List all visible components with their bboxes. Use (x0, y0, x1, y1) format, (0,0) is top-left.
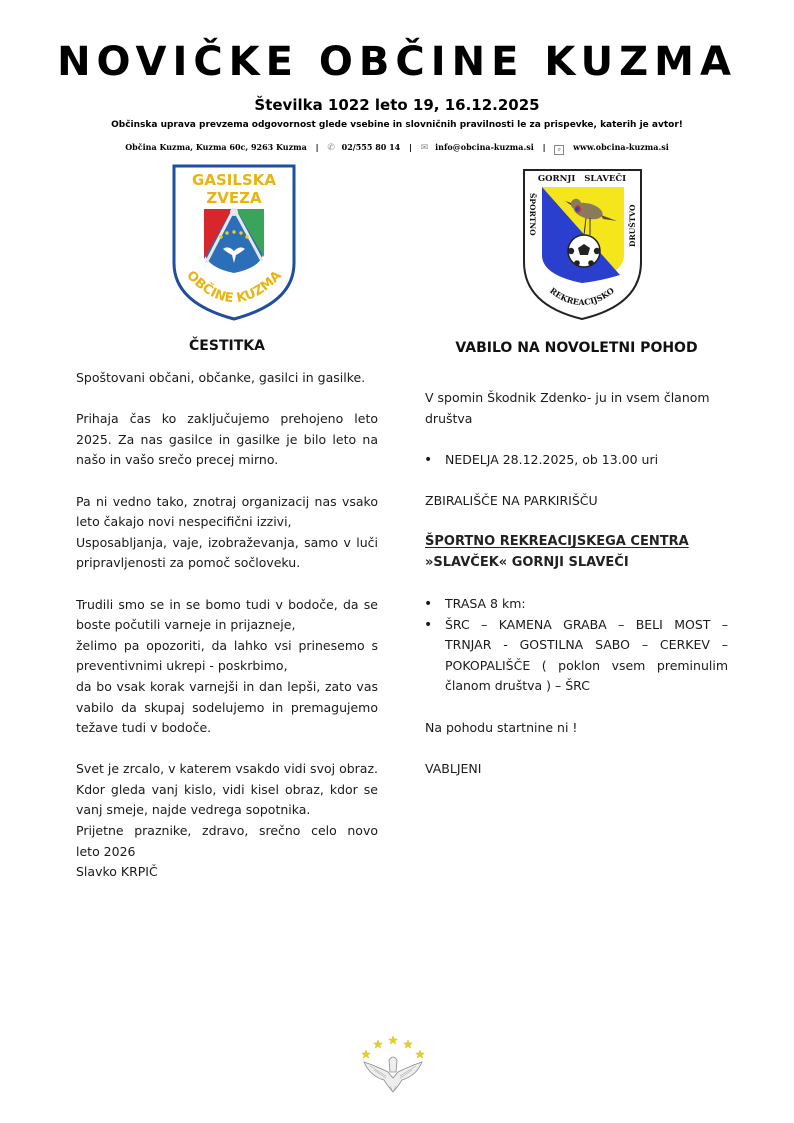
football-patch-bottom-left (574, 260, 580, 266)
email-icon: ✉ (420, 143, 429, 153)
text-line: Kdor gleda vanj kislo, vidi kisel obraz, kdor se (76, 781, 378, 797)
website-link[interactable]: www.obcina-kuzma.si (573, 142, 669, 152)
list-item (425, 594, 728, 615)
logo-text-obcine-kuzma-path: OBČINE KUZMA (183, 268, 285, 307)
srd-gornji-slaveci-logo (520, 167, 645, 322)
separator: | (542, 143, 546, 152)
venue (425, 532, 728, 573)
masthead (0, 34, 794, 155)
email-link[interactable]: info@obcina-kuzma.si (435, 142, 534, 152)
dove-shape (364, 1057, 422, 1092)
text-line: boste počutili varneje in prijazneje, (76, 617, 296, 633)
logo-text-drustvo: DRUŠTVO (628, 204, 637, 247)
stars-icon (362, 1036, 425, 1058)
text-line: Prijetne praznike, zdravo, srečno celo novo (76, 823, 378, 839)
note: Na pohodu startnine ni ! (425, 719, 578, 735)
text-line: Usposabljanja, vaje, izobraževanja, samo v luči (76, 534, 378, 550)
article-heading-cestitka: ČESTITKA (189, 338, 265, 354)
phone-number: 02/555 80 14 (341, 142, 401, 152)
web-icon: ⌕ (554, 145, 564, 155)
text-line: leto 2026 (76, 843, 136, 859)
separator: | (409, 143, 412, 152)
newsletter-title: NOVIČKE OBČINE KUZMA (57, 39, 737, 85)
text-line: 2025. Za nas gasilce in gasilke je bilo leto na (76, 431, 378, 447)
logo-text-zveza: ZVEZA (206, 189, 262, 207)
list-item (425, 450, 728, 471)
text-line: težave tudi v bodoče. (76, 720, 212, 736)
logo-text-gasilska: GASILSKA (192, 171, 276, 189)
venue-line-2: »SLAVČEK« GORNJI SLAVEČI (425, 554, 629, 570)
text-line: pripravljenosti za pomoč sočloveku. (76, 555, 301, 571)
paragraph (76, 368, 378, 389)
paragraph (76, 595, 378, 739)
football-patch-bottom-right (588, 260, 594, 266)
text-line: Spoštovani občani, občanke, gasilci in gasilke. (76, 370, 366, 385)
article-heading-vabilo: VABILO NA NOVOLETNI POHOD (455, 340, 698, 356)
text-line: Trudili smo se in se bomo tudi v bodoče, da se (76, 596, 378, 612)
text-line: Prihaja čas ko zaključujemo prehojeno leto (76, 411, 378, 427)
text-line: Svet je zrcalo, v katerem vsakdo vidi svoj obraz. (76, 761, 378, 777)
disclaimer: Občinska uprava prevzema odgovornost glede vsebine in slovničnih pravilnosti le za prispevke, katerih je avtor! (111, 120, 683, 130)
meeting-point: ZBIRALIŠČE NA PARKIRIŠČU (425, 492, 598, 508)
address: Občina Kuzma, Kuzma 60c, 9263 Kuzma (125, 142, 307, 152)
venue-line-1: ŠPORTNO REKREACIJSKEGA CENTRA (425, 534, 689, 550)
text-line: društva (425, 410, 473, 426)
closing: VABLJENI (425, 760, 482, 776)
text-line: • ŠRC – KAMENA GRABA – BELI MOST – (445, 616, 728, 632)
text-line: POKOPALIŠČE ( poklon vsem preminulim (445, 657, 728, 673)
issue-number-date: Številka 1022 leto 19, 16.12.2025 (254, 96, 540, 114)
text-line: V spomin Škodnik Zdenko- ju in vsem članom (425, 390, 710, 405)
text-line: vanj smeje, najde vedrega sopotnika. (76, 802, 311, 818)
dove-with-stars-icon (358, 1032, 428, 1094)
separator: | (315, 143, 319, 152)
date-list (425, 450, 728, 471)
contact-line (0, 139, 794, 155)
emblem-top (230, 208, 238, 216)
intro-paragraph (425, 388, 728, 429)
text-line: našo in vašo srečo precej mirno. (76, 452, 279, 468)
text-line: da bo vsak korak varnejši in dan lepši, zato vas (76, 678, 378, 694)
route-list (425, 594, 728, 697)
text-line: preventivnimi ukrepi - poskrbimo, (76, 658, 288, 674)
logo-text-sportno: ŠPORTNO (528, 193, 537, 236)
logo-text-gornji-slaveci: GORNJI SLAVEČI (537, 174, 627, 184)
text-line: vabilo da skupaj sodelujemo in premagujemo (76, 699, 378, 715)
paragraph (76, 492, 378, 574)
article-cestitka (76, 368, 378, 903)
text-line: članom društva ) – ŠRC (445, 678, 590, 694)
event-date: • NEDELJA 28.12.2025, ob 13.00 uri (445, 451, 659, 467)
text-line: • TRASA 8 km: (445, 595, 526, 611)
football-patch-left (568, 248, 574, 254)
list-item (425, 615, 728, 697)
gasilska-zveza-logo (170, 163, 298, 321)
text-line: leto čakajo novi nespecifični izzivi, (76, 514, 292, 530)
phone-icon: ✆ (327, 143, 335, 153)
text-line: TRNJAR - GOSTILNA SABO – CERKEV – (445, 637, 728, 653)
paragraph (76, 409, 378, 471)
paragraph (76, 759, 378, 883)
logo-text-rekreacijsko-path: REKREACIJSKO (548, 285, 616, 308)
text-line: želimo pa opozoriti, da lahko vsi prinesemo s (76, 637, 378, 653)
text-line: Pa ni vedno tako, znotraj organizacij nas vsako (76, 493, 378, 509)
football-patch-right (594, 248, 600, 254)
article-vabilo (425, 388, 728, 800)
signature: Slavko KRPIČ (76, 864, 158, 880)
